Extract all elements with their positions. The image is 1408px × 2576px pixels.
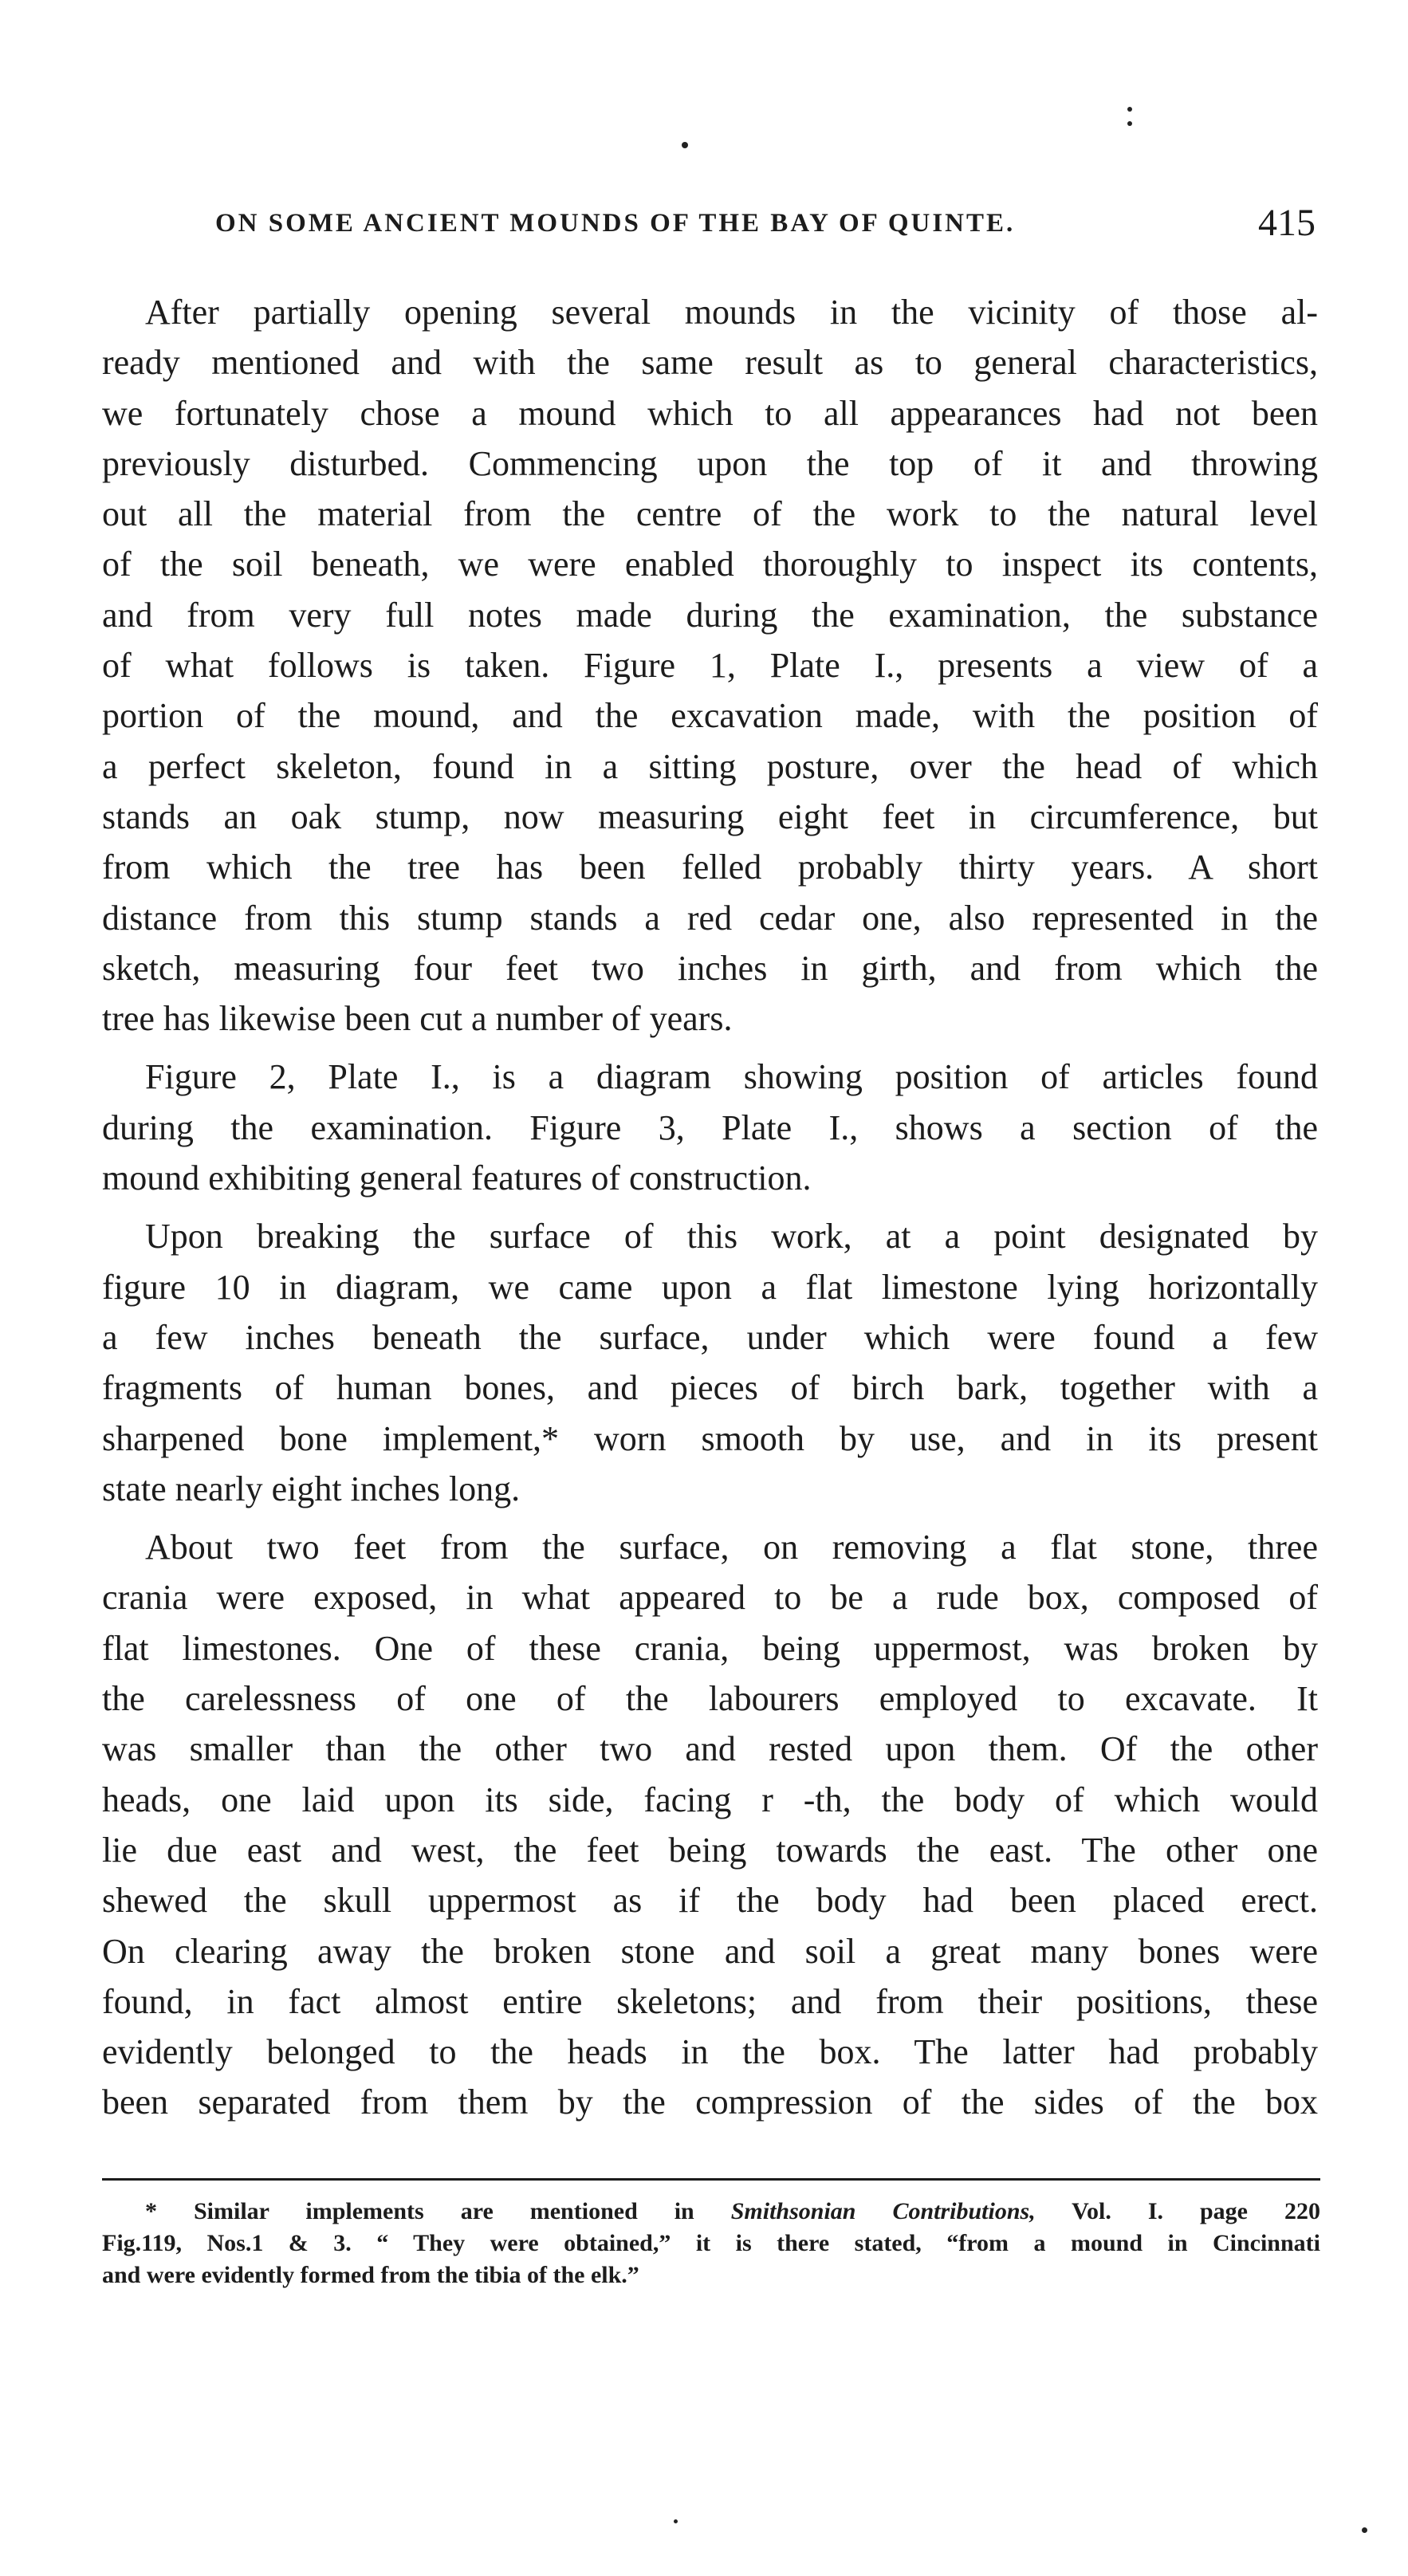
ink-speck (1362, 2527, 1367, 2533)
footnote (102, 2196, 1320, 2291)
text-line: Figure 2, Plate I., is a diagram showing position of articles found (145, 1057, 1318, 1097)
text-line: flat limestones. One of these crania, being uppermost, was broken by (102, 1628, 1318, 1668)
text-line: sharpened bone implement,* worn smooth by use, and in its present (102, 1418, 1318, 1458)
running-title: ON SOME ANCIENT MOUNDS OF THE BAY OF QUINTE. (215, 209, 1016, 238)
text-line: of the soil beneath, we were enabled thoroughly to inspect its contents, (102, 545, 1318, 584)
text-line: distance from this stump stands a red cedar one, also represented in the (102, 898, 1318, 938)
paragraph (102, 1052, 1318, 1203)
text-line: portion of the mound, and the excavation made, with the position of (102, 696, 1318, 736)
ink-speck (674, 2519, 678, 2523)
text-line: sketch, measuring four feet two inches in girth, and from which the (102, 948, 1318, 988)
text-line: fragments of human bones, and pieces of birch bark, together with a (102, 1368, 1318, 1408)
text-line: shewed the skull uppermost as if the body had been placed erect. (102, 1881, 1318, 1921)
text-line: out all the material from the centre of the work to the natural level (102, 494, 1318, 534)
ink-speck (1127, 107, 1132, 112)
text-line: tree has likewise been cut a number of years. (102, 999, 733, 1039)
text-line: was smaller than the other two and rested upon them. Of the other (102, 1729, 1318, 1769)
text-line: found, in fact almost entire skeletons; and from their positions, these (102, 1981, 1318, 2021)
body-text (102, 287, 1318, 2136)
text-line: Upon breaking the surface of this work, at a point designated by (145, 1217, 1318, 1257)
text-line: previously disturbed. Commencing upon the top of it and throwing (102, 443, 1318, 483)
text-line: On clearing away the broken stone and soil a great many bones were (102, 1931, 1318, 1971)
text-line: figure 10 in diagram, we came upon a flat limestone lying horizontally (102, 1267, 1318, 1307)
paragraph (102, 1211, 1318, 1514)
paragraph (102, 1522, 1318, 2128)
footnote-line: and were evidently formed from the tibia of the elk.” (102, 2262, 639, 2288)
text-line: and from very full notes made during the examination, the substance (102, 595, 1318, 635)
text-line: About two feet from the surface, on removing a flat stone, three (145, 1528, 1318, 1567)
text-line: we fortunately chose a mound which to all appearances had not been (102, 393, 1318, 433)
ink-speck (1127, 121, 1132, 126)
footnote-text: Vol. I. page 220 (1035, 2198, 1320, 2224)
page-number: 415 (1258, 202, 1316, 244)
text-line: a few inches beneath the surface, under which were found a few (102, 1317, 1318, 1357)
text-line: crania were exposed, in what appeared to be a rude box, composed of (102, 1578, 1318, 1618)
footnote-rule (102, 2178, 1320, 2181)
text-line: been separated from them by the compression of the sides of the box (102, 2082, 1318, 2122)
text-line: state nearly eight inches long. (102, 1469, 521, 1508)
text-line: stands an oak stump, now measuring eight feet in circumference, but (102, 796, 1318, 836)
text-line: heads, one laid upon its side, facing r -th, the body of which would (102, 1780, 1318, 1819)
text-line: lie due east and west, the feet being towards the east. The other one (102, 1830, 1318, 1870)
footnote-text: * Similar implements are mentioned in (145, 2198, 731, 2224)
text-line: evidently belonged to the heads in the box. The latter had probably (102, 2032, 1318, 2072)
text-line: from which the tree has been felled probably thirty years. A short (102, 848, 1318, 887)
running-head (215, 201, 1316, 257)
text-line: ready mentioned and with the same result as to general characteristics, (102, 343, 1318, 383)
text-line: After partially opening several mounds in the vicinity of those al- (145, 293, 1318, 332)
footnote-line (102, 2196, 1320, 2228)
text-line: a perfect skeleton, found in a sitting posture, over the head of which (102, 746, 1318, 786)
footnote-line: Fig.119, Nos.1 & 3. “ They were obtained,” it is there stated, “from a mound in Cincinnati (102, 2230, 1320, 2256)
text-line: the carelessness of one of the labourers employed to excavate. It (102, 1679, 1318, 1719)
text-line: mound exhibiting general features of construction. (102, 1158, 812, 1198)
text-line: during the examination. Figure 3, Plate I., shows a section of the (102, 1107, 1318, 1147)
ink-speck (682, 142, 688, 148)
text-line: of what follows is taken. Figure 1, Plate I., presents a view of a (102, 646, 1318, 686)
footnote-citation: Smithsonian Contributions, (730, 2198, 1036, 2224)
paragraph (102, 287, 1318, 1044)
